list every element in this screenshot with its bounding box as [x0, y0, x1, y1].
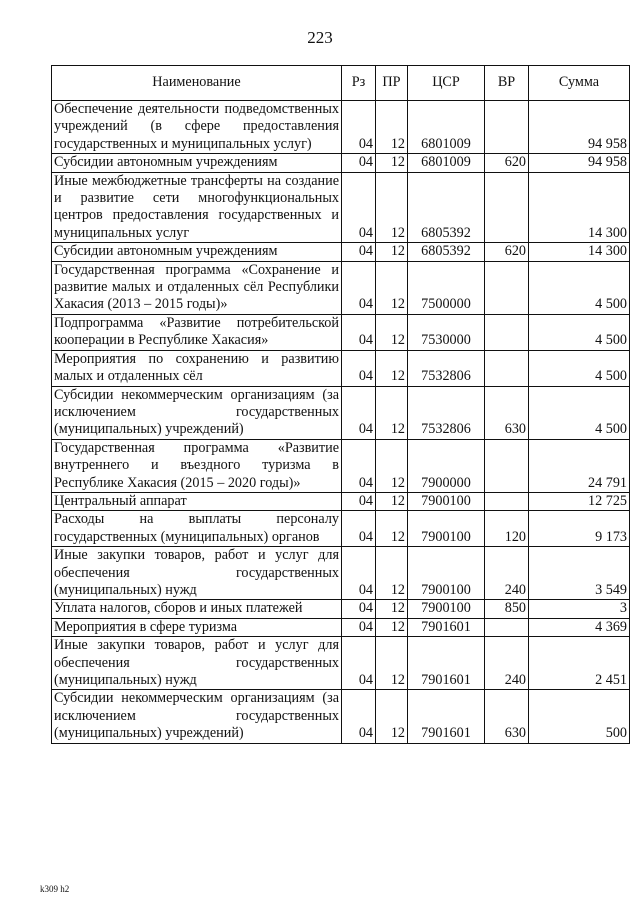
- cell-rz: 04: [342, 492, 376, 510]
- cell-pr: 12: [376, 492, 408, 510]
- cell-pr: 12: [376, 350, 408, 386]
- cell-csr: 6805392: [408, 172, 485, 243]
- cell-name: Уплата налогов, сборов и иных платежей: [52, 600, 342, 618]
- cell-name: Иные закупки товаров, работ и услуг для обеспечения государственных (муниципальных) нужд: [52, 547, 342, 600]
- cell-sum: 14 300: [529, 172, 630, 243]
- cell-rz: 04: [342, 511, 376, 547]
- cell-name: Субсидии некоммерческим организациям (за исключением государственных (муниципальных) учреждений): [52, 386, 342, 439]
- column-header-sum: Сумма: [529, 66, 630, 101]
- cell-csr: 7532806: [408, 350, 485, 386]
- cell-name: Мероприятия в сфере туризма: [52, 618, 342, 636]
- cell-csr: 7901601: [408, 637, 485, 690]
- cell-vr: 240: [485, 547, 529, 600]
- table-row: [52, 511, 630, 547]
- table-row: [52, 547, 630, 600]
- cell-pr: 12: [376, 386, 408, 439]
- cell-rz: 04: [342, 154, 376, 172]
- cell-vr: [485, 618, 529, 636]
- cell-csr: 7900100: [408, 511, 485, 547]
- cell-pr: 12: [376, 547, 408, 600]
- table-header-row: [52, 66, 630, 101]
- cell-rz: 04: [342, 243, 376, 261]
- cell-sum: 4 500: [529, 261, 630, 314]
- cell-pr: 12: [376, 511, 408, 547]
- cell-name: Мероприятия по сохранению и развитию малых и отдаленных сёл: [52, 350, 342, 386]
- cell-pr: 12: [376, 101, 408, 154]
- cell-rz: 04: [342, 386, 376, 439]
- column-header-name: Наименование: [52, 66, 342, 101]
- cell-csr: 7901601: [408, 690, 485, 743]
- table-row: [52, 172, 630, 243]
- cell-sum: 2 451: [529, 637, 630, 690]
- cell-csr: 7532806: [408, 386, 485, 439]
- cell-sum: 9 173: [529, 511, 630, 547]
- cell-rz: 04: [342, 637, 376, 690]
- cell-vr: 240: [485, 637, 529, 690]
- cell-vr: [485, 101, 529, 154]
- table-row: [52, 243, 630, 261]
- cell-csr: 7900100: [408, 492, 485, 510]
- cell-name: Государственная программа «Сохранение и развитие малых и отдаленных сёл Республики Хакасия (2013 – 2015 годы)»: [52, 261, 342, 314]
- cell-name: Расходы на выплаты персоналу государственных (муниципальных) органов: [52, 511, 342, 547]
- cell-name: Обеспечение деятельности подведомственных учреждений (в сфере предоставления государственных и муниципальных услуг): [52, 101, 342, 154]
- cell-sum: 4 500: [529, 386, 630, 439]
- cell-rz: 04: [342, 261, 376, 314]
- cell-pr: 12: [376, 618, 408, 636]
- cell-sum: 94 958: [529, 154, 630, 172]
- cell-vr: 620: [485, 243, 529, 261]
- cell-name: Иные межбюджетные трансферты на создание и развитие сети многофункциональных центров предоставления государственных и муниципальных услуг: [52, 172, 342, 243]
- table-row: [52, 314, 630, 350]
- cell-pr: 12: [376, 690, 408, 743]
- table-row: [52, 154, 630, 172]
- cell-csr: 7900000: [408, 439, 485, 492]
- cell-sum: 24 791: [529, 439, 630, 492]
- cell-pr: 12: [376, 637, 408, 690]
- cell-name: Центральный аппарат: [52, 492, 342, 510]
- cell-rz: 04: [342, 350, 376, 386]
- cell-pr: 12: [376, 314, 408, 350]
- cell-vr: [485, 492, 529, 510]
- cell-csr: 7500000: [408, 261, 485, 314]
- cell-pr: 12: [376, 172, 408, 243]
- budget-table: [51, 65, 630, 744]
- cell-csr: 6801009: [408, 154, 485, 172]
- cell-rz: 04: [342, 618, 376, 636]
- cell-sum: 14 300: [529, 243, 630, 261]
- column-header-vr: ВР: [485, 66, 529, 101]
- table-row: [52, 637, 630, 690]
- cell-csr: 7900100: [408, 547, 485, 600]
- cell-rz: 04: [342, 439, 376, 492]
- table-row: [52, 350, 630, 386]
- cell-name: Иные закупки товаров, работ и услуг для обеспечения государственных (муниципальных) нужд: [52, 637, 342, 690]
- cell-vr: 850: [485, 600, 529, 618]
- cell-sum: 3 549: [529, 547, 630, 600]
- cell-pr: 12: [376, 154, 408, 172]
- cell-vr: 120: [485, 511, 529, 547]
- table-row: [52, 386, 630, 439]
- cell-rz: 04: [342, 172, 376, 243]
- cell-name: Субсидии автономным учреждениям: [52, 154, 342, 172]
- cell-rz: 04: [342, 101, 376, 154]
- column-header-csr: ЦСР: [408, 66, 485, 101]
- table-row: [52, 261, 630, 314]
- cell-sum: 3: [529, 600, 630, 618]
- cell-rz: 04: [342, 690, 376, 743]
- cell-pr: 12: [376, 261, 408, 314]
- cell-name: Субсидии автономным учреждениям: [52, 243, 342, 261]
- cell-vr: [485, 350, 529, 386]
- table-row: [52, 101, 630, 154]
- cell-vr: 630: [485, 386, 529, 439]
- cell-sum: 94 958: [529, 101, 630, 154]
- table-row: [52, 439, 630, 492]
- cell-sum: 4 500: [529, 350, 630, 386]
- cell-pr: 12: [376, 439, 408, 492]
- cell-vr: 630: [485, 690, 529, 743]
- cell-name: Государственная программа «Развитие внутреннего и въездного туризма в Республике Хакасия (2015 – 2020 годы)»: [52, 439, 342, 492]
- cell-name: Подпрограмма «Развитие потребительской кооперации в Республике Хакасия»: [52, 314, 342, 350]
- table-row: [52, 492, 630, 510]
- cell-pr: 12: [376, 243, 408, 261]
- cell-vr: [485, 314, 529, 350]
- cell-vr: [485, 261, 529, 314]
- table-row: [52, 600, 630, 618]
- cell-vr: [485, 439, 529, 492]
- cell-rz: 04: [342, 600, 376, 618]
- cell-vr: 620: [485, 154, 529, 172]
- column-header-rz: Рз: [342, 66, 376, 101]
- cell-sum: 4 369: [529, 618, 630, 636]
- cell-csr: 7900100: [408, 600, 485, 618]
- cell-csr: 6801009: [408, 101, 485, 154]
- cell-csr: 7530000: [408, 314, 485, 350]
- page-number: 223: [307, 28, 333, 47]
- table-body: [52, 101, 630, 744]
- table-row: [52, 690, 630, 743]
- cell-rz: 04: [342, 547, 376, 600]
- footer-code: k309 h2: [40, 884, 70, 894]
- cell-csr: 6805392: [408, 243, 485, 261]
- cell-sum: 500: [529, 690, 630, 743]
- table-row: [52, 618, 630, 636]
- column-header-pr: ПР: [376, 66, 408, 101]
- cell-vr: [485, 172, 529, 243]
- cell-pr: 12: [376, 600, 408, 618]
- cell-name: Субсидии некоммерческим организациям (за исключением государственных (муниципальных) учреждений): [52, 690, 342, 743]
- cell-sum: 12 725: [529, 492, 630, 510]
- cell-csr: 7901601: [408, 618, 485, 636]
- cell-sum: 4 500: [529, 314, 630, 350]
- cell-rz: 04: [342, 314, 376, 350]
